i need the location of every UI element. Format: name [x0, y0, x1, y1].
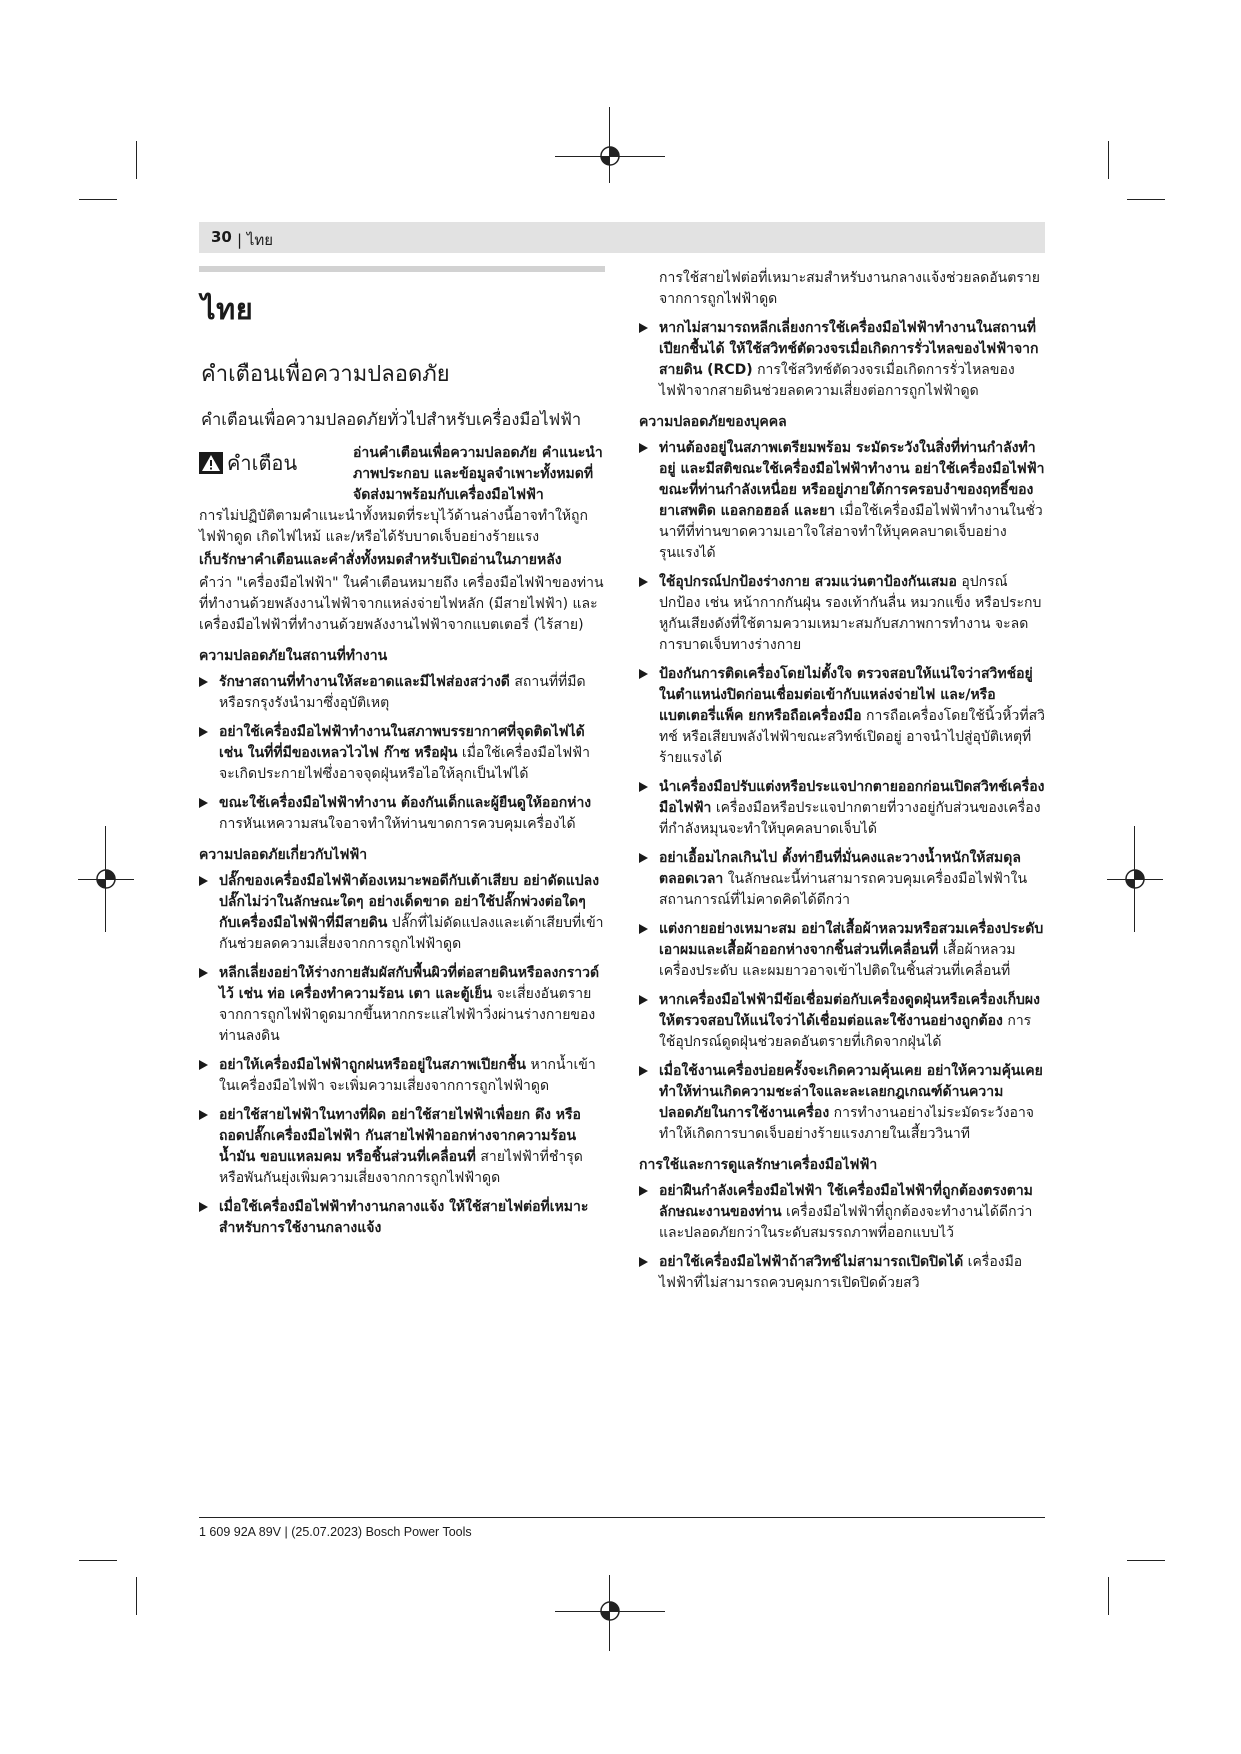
section-rule — [199, 266, 605, 272]
footer-rule — [199, 1517, 1045, 1518]
section-title: คำเตือนเพื่อความปลอดภัย — [201, 362, 450, 387]
bullet-arrow-icon — [639, 1186, 648, 1196]
registration-line — [609, 107, 610, 183]
bullet-arrow-icon — [199, 876, 208, 886]
crop-mark — [136, 1577, 137, 1615]
use-care-heading: การใช้และการดูแลรักษาเครื่องมือไฟฟ้า — [639, 1157, 878, 1173]
bullet-arrow-icon — [199, 727, 208, 737]
crop-mark — [1127, 1560, 1165, 1561]
warning-block — [199, 443, 605, 506]
registration-line — [555, 1611, 665, 1612]
crop-mark — [136, 141, 137, 179]
list-item — [199, 1105, 605, 1189]
crop-mark — [79, 199, 117, 200]
bullet-arrow-icon — [639, 669, 648, 679]
page-header — [199, 222, 1045, 253]
item-text: เมื่อใช้เครื่องมือไฟฟ้าจะเกิดประกายไฟซึ่งอาจจุดฝุ่นหรือไอให้ลุกเป็นไฟได้ — [219, 745, 590, 782]
bullet-arrow-icon — [639, 782, 648, 792]
registration-line — [1107, 879, 1163, 880]
warning-label — [199, 447, 353, 479]
item-text: ปลั๊กที่ไม่ดัดแปลงและเต้าเสียบที่เข้ากันช่วยลดความเสี่ยงจากการถูกไฟฟ้าดูด — [219, 915, 604, 952]
item-text: เสื้อผ้าหลวม เครื่องประดับ และผมยาวอาจเข้าไปติดในชิ้นส่วนที่เคลื่อนที่ — [659, 942, 1016, 979]
item-bold: รักษาสถานที่ทำงานให้สะอาดและมีไฟส่องสว่างดี — [219, 674, 510, 690]
registration-line — [555, 156, 665, 157]
list-item — [199, 871, 605, 955]
item-bold: ปลั๊กของเครื่องมือไฟฟ้าต้องเหมาะพอดีกับเต้าเสียบ อย่าดัดแปลงปลั๊กไม่ว่าในลักษณะใดๆ อย่างเด็ดขาด อย่าใช้ปลั๊กพ่วงต่อใดๆ กับเครื่องมือไฟฟ้าที่มีสายดิน — [219, 873, 600, 931]
item-text: การใช้สวิทช์ตัดวงจรเมื่อเกิดการรั่วไหลของไฟฟ้าจากสายดินช่วยลดความเสี่ยงต่อการถูกไฟฟ้าดูด — [659, 362, 1015, 399]
bullet-arrow-icon — [639, 924, 648, 934]
item-text: การทำงานอย่างไม่ระมัดระวังอาจทำให้เกิดการบาดเจ็บอย่างร้ายแรงภายในเสี้ยววินาที — [659, 1105, 1035, 1142]
header-language: | ไทย — [237, 231, 274, 249]
warning-triangle-icon — [199, 452, 223, 474]
crop-mark — [1108, 1577, 1109, 1615]
item-text: การถือเครื่องโดยใช้นิ้วหิ้วที่สวิทช์ หรือเสียบพลังไฟฟ้าขณะสวิทช์เปิดอยู่ อาจนำไปสู่อุบัติเหตุที่ร้ายแรงได้ — [659, 708, 1045, 766]
item-text: การใช้อุปกรณ์ดูดฝุ่นช่วยลดอันตรายที่เกิดจากฝุ่นได้ — [659, 1013, 1032, 1050]
bullet-arrow-icon — [639, 1066, 648, 1076]
item-text: ในลักษณะนี้ท่านสามารถควบคุมเครื่องมือไฟฟ้าในสถานการณ์ที่ไม่คาดคิดได้ดีกว่า — [659, 871, 1028, 908]
list-item — [639, 664, 1045, 769]
list-item — [199, 1197, 605, 1239]
list-item — [639, 572, 1045, 656]
bullet-arrow-icon — [639, 323, 648, 333]
item-bold: อย่าเอื้อมไกลเกินไป ตั้งท่ายืนที่มั่นคงและวางน้ำหนักให้สมดุลตลอดเวลา — [659, 850, 1021, 887]
bullet-arrow-icon — [199, 1110, 208, 1120]
item-bold: ใช้อุปกรณ์ปกป้องร่างกาย สวมแว่นตาป้องกันเสมอ — [659, 574, 957, 590]
bullet-arrow-icon — [199, 798, 208, 808]
bullet-arrow-icon — [199, 968, 208, 978]
item-text: อุปกรณ์ปกป้อง เช่น หน้ากากกันฝุ่น รองเท้ากันลื่น หมวกแข็ง หรือประกบหูกันเสียงดังที่ใช้ตามความเหมาะสมกับสภาพการทำงาน จะลดการบาดเจ็บทางร่างกาย — [659, 574, 1042, 653]
bullet-arrow-icon — [639, 443, 648, 453]
list-item — [199, 672, 605, 714]
item-text: หากน้ำเข้าในเครื่องมือไฟฟ้า จะเพิ่มความเสี่ยงจากการถูกไฟฟ้าดูด — [219, 1057, 596, 1094]
page-title: ไทย — [201, 292, 254, 326]
item-bold: ขณะใช้เครื่องมือไฟฟ้าทำงาน ต้องกันเด็กและผู้ยืนดูให้ออกห่าง — [219, 795, 592, 811]
item-text: สายไฟฟ้าที่ชำรุดหรือพันกันยุ่งเพิ่มความเสี่ยงจากการถูกไฟฟ้าดูด — [219, 1149, 583, 1186]
list-item — [639, 848, 1045, 911]
warning-keep: เก็บรักษาคำเตือนและคำสั่งทั้งหมดสำหรับเปิดอ่านในภายหลัง — [199, 552, 562, 568]
crop-mark — [1127, 199, 1165, 200]
item-bold: อย่าใช้สายไฟฟ้าในทางที่ผิด อย่าใช้สายไฟฟ้าเพื่อยก ดึง หรือถอดปลั๊กเครื่องมือไฟฟ้า กันสายไฟฟ้าออกห่างจากความร้อน น้ำมัน ขอบแหลมคม หรือชิ้นส่วนที่เคลื่อนที่ — [219, 1107, 581, 1165]
warning-intro: อ่านคำเตือนเพื่อความปลอดภัย คำแนะนำ ภาพประกอบ และข้อมูลจำเพาะทั้งหมดที่จัดส่งมาพร้อมกับเครื่องมือไฟฟ้า — [353, 445, 603, 503]
bullet-arrow-icon — [639, 995, 648, 1005]
page-footer: 1 609 92A 89V | (25.07.2023) Bosch Power Tools — [199, 1525, 472, 1539]
list-item — [199, 963, 605, 1047]
left-column — [199, 262, 605, 1247]
item-bold: ท่านต้องอยู่ในสภาพเตรียมพร้อม ระมัดระวังในสิ่งที่ท่านกำลังทำอยู่ และมีสติขณะใช้เครื่องมือไฟฟ้าทำงาน อย่าใช้เครื่องมือไฟฟ้าขณะที่ท่านกำลังเหนื่อย หรืออยู่ภายใต้การครอบงำของฤทธิ์ของยาเสพติด แอลกอฮอล์ และยา — [659, 440, 1045, 519]
item-bold: หากไม่สามารถหลีกเลี่ยงการใช้เครื่องมือไฟฟ้าทำงานในสถานที่เปียกชื้นได้ ให้ใช้สวิทช์ตัดวงจรเมื่อเกิดการรั่วไหลของไฟฟ้าจากสายดิน (RCD) — [659, 320, 1039, 378]
continued-text: การใช้สายไฟต่อที่เหมาะสมสำหรับงานกลางแจ้งช่วยลดอันตรายจากการถูกไฟฟ้าดูด — [659, 270, 1040, 307]
list-item — [639, 777, 1045, 840]
bullet-arrow-icon — [199, 677, 208, 687]
bullet-arrow-icon — [639, 853, 648, 863]
item-text: เครื่องมือไฟฟ้าที่ถูกต้องจะทำงานได้ดีกว่าและปลอดภัยกว่าในระดับสมรรถภาพที่ออกแบบไว้ — [659, 1204, 1033, 1241]
item-text: จะเสี่ยงอันตรายจากการถูกไฟฟ้าดูดมากขึ้นหากกระแสไฟฟ้าวิ่งผ่านร่างกายของท่านลงดิน — [219, 986, 596, 1044]
list-item — [199, 1055, 605, 1097]
bullet-arrow-icon — [199, 1060, 208, 1070]
item-text: การหันเหความสนใจอาจทำให้ท่านขาดการควบคุมเครื่องได้ — [219, 816, 576, 832]
electrical-heading: ความปลอดภัยเกี่ยวกับไฟฟ้า — [199, 847, 368, 863]
warning-consequence: การไม่ปฏิบัติตามคำแนะนำทั้งหมดที่ระบุไว้ด้านล่างนี้อาจทำให้ถูกไฟฟ้าดูด เกิดไฟไหม้ และ/หรือได้รับบาดเจ็บอย่างร้ายแรง — [199, 508, 588, 545]
item-text: สถานที่ที่มืดหรือรกรุงรังนำมาซึ่งอุบัติเหตุ — [219, 674, 586, 711]
bullet-arrow-icon — [639, 577, 648, 587]
item-bold: อย่าให้เครื่องมือไฟฟ้าถูกฝนหรืออยู่ในสภาพเปียกชื้น — [219, 1057, 527, 1073]
item-bold: หลีกเลี่ยงอย่าให้ร่างกายสัมผัสกับพื้นผิวที่ต่อสายดินหรือลงกราวด์ไว้ เช่น ท่อ เครื่องทำความร้อน เตา และตู้เย็น — [219, 965, 600, 1002]
list-item — [199, 722, 605, 785]
subsection-title: คำเตือนเพื่อความปลอดภัยทั่วไปสำหรับเครื่องมือไฟฟ้า — [201, 410, 582, 429]
list-item — [639, 1061, 1045, 1145]
bullet-arrow-icon — [639, 1257, 648, 1267]
item-bold: เมื่อใช้งานเครื่องบ่อยครั้งจะเกิดความคุ้นเคย อย่าให้ความคุ้นเคยทำให้ท่านเกิดความชะล่าใจและละเลยกฎเกณฑ์ด้านความปลอดภัยในการใช้งานเครื่อง — [659, 1063, 1043, 1121]
item-bold: นำเครื่องมือปรับแต่งหรือประแจปากตายออกก่อนเปิดสวิทช์เครื่องมือไฟฟ้า — [659, 779, 1045, 816]
warning-definition: คำว่า "เครื่องมือไฟฟ้า" ในคำเตือนหมายถึง เครื่องมือไฟฟ้าของท่านที่ทำงานด้วยพลังงานไฟฟ้าจากแหล่งจ่ายไฟหลัก (มีสายไฟฟ้า) และเครื่องมือไฟฟ้าที่ทำงานด้วยพลังงานไฟฟ้าจากแบตเตอรี่ (ไร้สาย) — [199, 575, 604, 633]
work-area-heading: ความปลอดภัยในสถานที่ทำงาน — [199, 648, 388, 664]
item-bold: เมื่อใช้เครื่องมือไฟฟ้าทำงานกลางแจ้ง ให้ใช้สายไฟต่อที่เหมาะสำหรับการใช้งานกลางแจ้ง — [219, 1199, 589, 1236]
item-text: เมื่อใช้เครื่องมือไฟฟ้าทำงานในชั่วนาทีที่ท่านขาดความเอาใจใส่อาจทำให้บุคคลบาดเจ็บอย่างรุนแรงได้ — [659, 503, 1043, 561]
page-number: 30 — [211, 228, 232, 246]
right-column — [639, 268, 1045, 1302]
warning-label-text: คำเตือน — [227, 451, 298, 475]
crop-mark — [1108, 141, 1109, 179]
list-item — [639, 1181, 1045, 1244]
item-bold: หากเครื่องมือไฟฟ้ามีข้อเชื่อมต่อกับเครื่องดูดฝุ่นหรือเครื่องเก็บผง ให้ตรวจสอบให้แน่ใจว่าได้เชื่อมต่อและใช้งานอย่างถูกต้อง — [659, 992, 1040, 1029]
crop-mark — [79, 1560, 117, 1561]
personal-heading: ความปลอดภัยของบุคคล — [639, 414, 787, 430]
item-bold: อย่าใช้เครื่องมือไฟฟ้าทำงานในสภาพบรรยากาศที่จุดติดไฟได้ เช่น ในที่ที่มีของเหลวไวไฟ ก๊าซ หรือฝุ่น — [219, 724, 585, 761]
list-item — [639, 990, 1045, 1053]
item-text: เครื่องมือหรือประแจปากตายที่วางอยู่กับส่วนของเครื่องที่กำลังหมุนจะทำให้บุคคลบาดเจ็บได้ — [659, 800, 1041, 837]
list-item — [639, 438, 1045, 564]
item-text: เครื่องมือไฟฟ้าที่ไม่สามารถควบคุมการเปิดปิดด้วยสวิ — [659, 1254, 1023, 1291]
item-bold: อย่าใช้เครื่องมือไฟฟ้าถ้าสวิทช์ไม่สามารถเปิดปิดได้ — [659, 1254, 964, 1270]
registration-line — [78, 879, 134, 880]
item-bold: แต่งกายอย่างเหมาะสม อย่าใส่เสื้อผ้าหลวมหรือสวมเครื่องประดับ เอาผมและเสื้อผ้าออกห่างจากชิ้นส่วนที่เคลื่อนที่ — [659, 921, 1044, 958]
bullet-arrow-icon — [199, 1202, 208, 1212]
registration-line — [609, 1575, 610, 1651]
list-item — [639, 919, 1045, 982]
item-bold: อย่าฝืนกำลังเครื่องมือไฟฟ้า ใช้เครื่องมือไฟฟ้าที่ถูกต้องตรงตามลักษณะงานของท่าน — [659, 1183, 1033, 1220]
list-item — [639, 318, 1045, 402]
item-bold: ป้องกันการติดเครื่องโดยไม่ตั้งใจ ตรวจสอบให้แน่ใจว่าสวิทช์อยู่ในตำแหน่งปิดก่อนเชื่อมต่อเข้ากับแหล่งจ่ายไฟ และ/หรือแบตเตอรี่แพ็ค ยกหรือถือเครื่องมือ — [659, 666, 1033, 724]
list-item — [199, 793, 605, 835]
list-item — [639, 1252, 1045, 1294]
